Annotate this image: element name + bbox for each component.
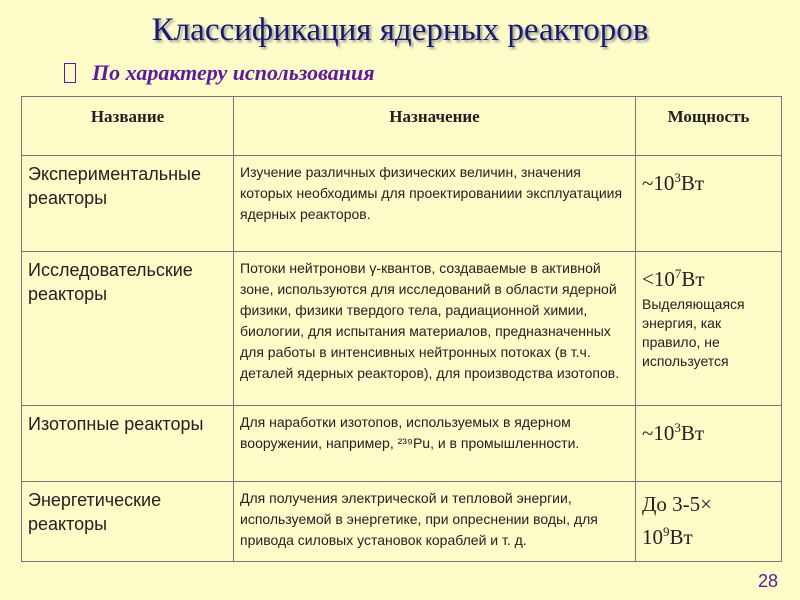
power-exponent: 7 (674, 266, 682, 281)
row-power (636, 252, 782, 406)
row-name: Изотопные реакторы (22, 406, 234, 482)
header-power: Мощность (636, 97, 782, 156)
power-unit-2: Вт (669, 525, 693, 549)
row-name: Исследовательские реакторы (22, 252, 234, 406)
power-prefix: ~10 (642, 421, 675, 445)
header-purpose: Назначение (234, 97, 636, 156)
slide-title: Классификация ядерных реакторов (151, 12, 649, 48)
slide-subtitle (64, 60, 375, 86)
row-purpose: Для получения электрической и тепловой энергии, используемой в энергетике, при опреснении воды, для привода силовых установок кораблей и т. д. (234, 482, 636, 562)
row-purpose: Для наработки изотопов, используемых в ядерном вооружении, например, ²³⁹Pu, и в промышленности. (234, 406, 636, 482)
power-exponent: 3 (674, 420, 681, 435)
power-prefix-2: 10 (642, 525, 663, 549)
row-name: Экспериментальные реакторы (22, 156, 234, 252)
row-power (636, 156, 782, 252)
power-unit: Вт (680, 171, 705, 195)
page-number: 28 (757, 571, 778, 591)
table-row (22, 252, 782, 406)
bullet-box-icon (64, 63, 76, 83)
row-power (636, 482, 782, 562)
table-row (22, 482, 782, 562)
power-exponent-2: 9 (663, 524, 670, 539)
table-row (22, 406, 782, 482)
header-name: Название (22, 97, 234, 156)
reactor-table (21, 96, 782, 562)
row-purpose: Изучение различных физических величин, значения которых необходимы для проектированиии эксплуатациия ядерных реакторов. (234, 156, 636, 252)
table-header-row (22, 97, 782, 156)
power-unit: Вт (680, 421, 705, 445)
power-prefix: ~10 (642, 171, 675, 195)
subtitle-text: По характеру использования (92, 60, 375, 85)
power-unit: Вт (681, 267, 705, 291)
power-prefix: До 3-5× (642, 492, 712, 516)
power-exponent: 3 (674, 170, 681, 185)
row-name: Энергетические реакторы (22, 482, 234, 562)
power-prefix: <10 (642, 267, 675, 291)
row-purpose: Потоки нейтронови γ-квантов, создаваемые в активной зоне, используются для исследований в области ядерной физики, физики твердого тела, радиационной химии, биологии, для испытания материалов, предназначенных для работы в интенсивных нейтронных потоках (в т.ч. деталей ядерных реакторов), для производства изотопов. (234, 252, 636, 406)
table-row (22, 156, 782, 252)
power-note: Выделяющаяся энергия, как правило, не используется (642, 296, 745, 369)
row-power (636, 406, 782, 482)
